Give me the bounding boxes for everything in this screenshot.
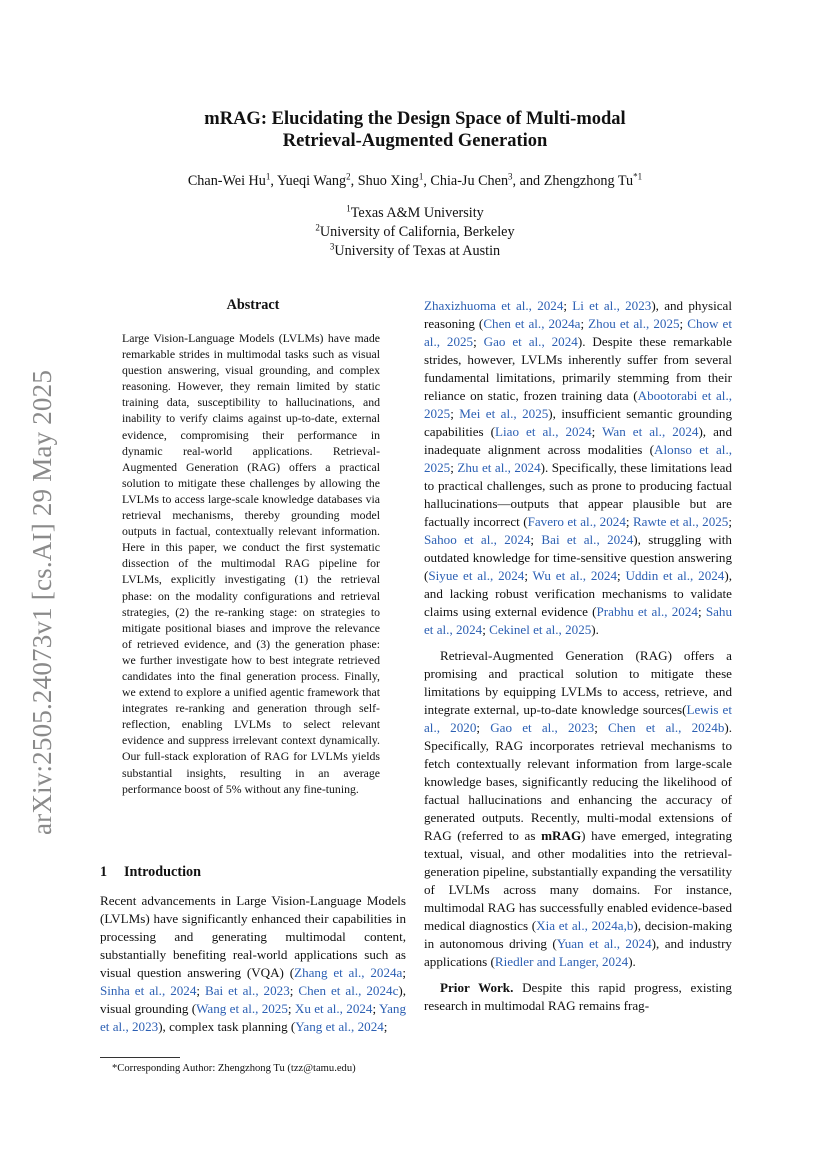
citation-link[interactable]: Zhu et al., 2024	[457, 460, 541, 475]
citation-link[interactable]: Chow et al., 2025	[424, 316, 732, 349]
author-affiliation-marker: *1	[633, 171, 643, 182]
citation-link[interactable]: Lewis et al., 2020	[424, 702, 732, 735]
limitations-paragraph: Zhaxizhuoma et al., 2024; Li et al., 2023), and physical reasoning (Chen et al., 2024a; Zhou et al., 2025; Chow et al., 2025; Gao et al., 2024). Despite these remarkable strides, however, LVLMs inherently suffer from several fundamental limitations, primarily stemming from their reliance on static, frozen training data (Abootorabi et al., 2025; Mei et al., 2025), insufficient semantic grounding capabilities (Liao et al., 2024; Wan et al., 2024), and inadequate alignment across modalities (Alonso et al., 2025; Zhu et al., 2024). Specifically, these limitations lead to practical challenges, such as prone to producing factual hallucinations—outputs that appear plausible but are factually incorrect (Favero et al., 2024; Rawte et al., 2025; Sahoo et al., 2024; Bai et al., 2024), struggling with outdated knowledge for time-sensitive question answering (Siyue et al., 2024; Wu et al., 2024; Uddin et al., 2024), and lacking robust verification mechanisms to validate claims using external evidence (Prabhu et al., 2024; Sahu et al., 2024; Cekinel et al., 2025).	[424, 298, 732, 637]
citation-link[interactable]: Bai et al., 2023	[205, 983, 290, 998]
citation-link[interactable]: Chen et al., 2024a	[483, 316, 581, 331]
citation-link[interactable]: Cekinel et al., 2025	[489, 622, 592, 637]
affiliation-name: University of Texas at Austin	[334, 243, 501, 259]
prior-work-label: Prior Work.	[440, 980, 514, 995]
citation-link[interactable]: Wan et al., 2024	[602, 424, 699, 439]
introduction-paragraph: Recent advancements in Large Vision-Language Models (LVLMs) have significantly enhanced their capabilities in processing and generating multimodal content, substantially benefiting real-world applications such as visual question answering (VQA) (Zhang et al., 2024a; Sinha et al., 2024; Bai et al., 2023; Chen et al., 2024c), visual grounding (Wang et al., 2025; Xu et al., 2024; Yang et al., 2023), complex task planning (Yang et al., 2024;	[100, 893, 407, 1034]
affiliation-list	[100, 204, 730, 261]
citation-link[interactable]: Liao et al., 2024	[495, 424, 592, 439]
citation-link[interactable]: Zhaxizhuoma et al., 2024	[424, 298, 564, 313]
abstract-text: Large Vision-Language Models (LVLMs) have made remarkable strides in multimodal tasks such as visual question answering, visual grounding, and complex reasoning. However, they remain limited by static training data, susceptibility to hallucinations, and inability to verify claims against up-to-date, external evidence, compromising their performance in dynamic real-world applications. Retrieval-Augmented Generation (RAG) offers a practical solution to mitigate these challenges by allowing the LVLMs to access large-scale knowledge databases via retrieval mechanisms, thereby grounding model outputs in factual, contextually relevant information. Here in this paper, we conduct the first systematic dissection of the multimodal RAG pipeline for LVLMs, explicitly investigating (1) the retrieval phase: on the modality configurations and retrieval strategies, (2) the re-ranking stage: on strategies to mitigate positional biases and improve the relevance of retrieved evidence, and (3) the generation phase: we further investigate how to best integrate retrieved candidates into the final generation process. Finally, we extend to explore a unified agentic framework that integrates re-ranking and generation through self-reflection, enabling LVLMs to select relevant evidence and suppress irrelevant context dynamically. Our full-stack exploration of RAG for LVLMs yields substantial insights, resulting in an average performance boost of 5% without any fine-tuning.	[122, 331, 380, 796]
author-name: Zhengzhong Tu	[543, 173, 634, 189]
citation-link[interactable]: Chen et al., 2024c	[298, 983, 399, 998]
section-heading-introduction	[100, 864, 201, 881]
affiliation-marker: 1	[346, 203, 351, 214]
author-affiliation-marker: 1	[265, 171, 271, 182]
citation-link[interactable]: Gao et al., 2023	[490, 720, 595, 735]
citation-link[interactable]: Yuan et al., 2024	[556, 936, 652, 951]
author-affiliation-marker: 3	[508, 171, 513, 182]
affiliation	[100, 242, 730, 261]
arxiv-identifier[interactable]: arXiv:2505.24073v1 [cs.AI] 29 May 2025	[27, 369, 57, 835]
affiliation	[100, 223, 730, 242]
citation-link[interactable]: Favero et al., 2024	[527, 514, 626, 529]
section-number: 1	[100, 864, 108, 880]
citation-link[interactable]: Siyue et al., 2024	[428, 568, 525, 583]
citation-link[interactable]: Zhou et al., 2025	[588, 316, 680, 331]
abstract-heading: Abstract	[226, 297, 280, 313]
citation-link[interactable]: Li et al., 2023	[572, 298, 652, 313]
citation-link[interactable]: Gao et al., 2024	[483, 334, 578, 349]
bold-term: mRAG	[541, 828, 582, 843]
citation-link[interactable]: Zhang et al., 2024a	[294, 965, 403, 980]
author-name: Chan-Wei Hu	[187, 173, 266, 189]
citation-link[interactable]: Riedler and Langer, 2024	[494, 954, 629, 969]
title-line-2: Retrieval-Augmented Generation	[282, 131, 548, 151]
citation-link[interactable]: Bai et al., 2024	[541, 532, 634, 547]
corresponding-author-footnote: *Corresponding Author: Zhengzhong Tu (tzz@tamu.edu)	[112, 1063, 356, 1074]
title-line-1: mRAG: Elucidating the Design Space of Multi-modal	[204, 109, 626, 129]
affiliation-marker: 3	[329, 241, 335, 252]
paper-title	[100, 108, 730, 152]
citation-link[interactable]: Xia et al., 2024a,b	[536, 918, 634, 933]
citation-link[interactable]: Yang et al., 2023	[100, 1001, 406, 1034]
author-affiliation-marker: 2	[346, 171, 351, 182]
affiliation-name: Texas A&M University	[350, 205, 484, 221]
citation-link[interactable]: Alonso et al., 2025	[424, 442, 732, 475]
citation-link[interactable]: Abootorabi et al., 2025	[424, 388, 732, 421]
citation-link[interactable]: Sinha et al., 2024	[100, 983, 197, 998]
citation-link[interactable]: Wang et al., 2025	[196, 1001, 288, 1016]
author-name: Chia-Ju Chen	[430, 173, 509, 189]
citation-link[interactable]: Rawte et al., 2025	[632, 514, 729, 529]
citation-link[interactable]: Wu et al., 2024	[532, 568, 618, 583]
prior-work-paragraph	[424, 979, 732, 1015]
author-affiliation-marker: 1	[418, 171, 424, 182]
citation-link[interactable]: Sahu et al., 2024	[424, 604, 732, 637]
right-column	[424, 297, 732, 1015]
citation-link[interactable]: Xu et al., 2024	[294, 1001, 373, 1016]
affiliation-name: University of California, Berkeley	[319, 224, 515, 240]
citation-link[interactable]: Prabhu et al., 2024	[596, 604, 698, 619]
citation-link[interactable]: Chen et al., 2024b	[608, 720, 725, 735]
rag-paragraph: Retrieval-Augmented Generation (RAG) offers a promising and practical solution to mitigate these limitations by equipping LVLMs to access, retrieve, and integrate external, up-to-date knowledge sources(Lewis et al., 2020; Gao et al., 2023; Chen et al., 2024b). Specifically, RAG incorporates retrieval mechanisms to fetch contextually relevant information from large-scale knowledge bases, significantly reducing the likelihood of factual hallucinations and enhancing the accuracy of generated outputs. Recently, multi-modal extensions of RAG (referred to as mRAG) have emerged, integrating textual, visual, and other modalities into the retrieval-generation pipeline, substantially expanding the versatility of LVLMs across many domains. For instance, multimodal RAG has successfully enabled evidence-based medical diagnostics (Xia et al., 2024a,b), decision-making in autonomous driving (Yuan et al., 2024), and industry applications (Riedler and Langer, 2024).	[424, 648, 733, 969]
footnote-divider	[100, 1057, 180, 1058]
citation-link[interactable]: Mei et al., 2025	[459, 406, 549, 421]
affiliation	[100, 204, 730, 223]
author-list: Chan-Wei Hu$^1$, Yueqi Wang$^2$, Shuo Xing$^1$, Chia-Ju Chen$^3$, and Zhengzhong Tu$^{*1}$	[187, 171, 643, 189]
arxiv-stamp	[24, 345, 60, 835]
affiliation-marker: 2	[315, 222, 320, 233]
citation-link[interactable]: Uddin et al., 2024	[625, 568, 725, 583]
citation-link[interactable]: Sahoo et al., 2024	[424, 532, 531, 547]
prior-work-text: Despite this rapid progress, existing research in multimodal RAG remains frag-	[424, 980, 732, 1013]
author-name: Yueqi Wang	[276, 173, 347, 189]
author-name: Shuo Xing	[357, 173, 419, 189]
section-title: Introduction	[124, 864, 201, 880]
citation-link[interactable]: Yang et al., 2024	[295, 1019, 384, 1034]
